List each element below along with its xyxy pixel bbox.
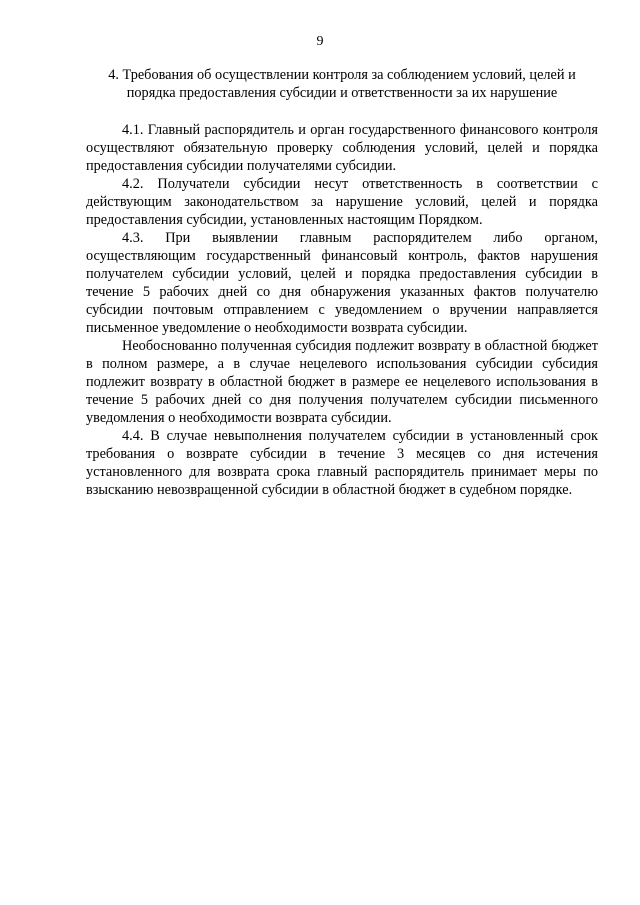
paragraph-4-1: 4.1. Главный распорядитель и орган государственного финансового контроля осуществляют обязательную проверку соблюдения условий, целей и порядка предоставления субсидии получателями субсидии. <box>86 122 598 174</box>
paragraph-4-3-continued: Необоснованно полученная субсидия подлежит возврату в областной бюджет в полном размере, а в случае нецелевого использования субсидии субсидия подлежит возврату в областной бюджет в размере ее нецелевого использования в течение 5 рабочих дней со дня получения получателем субсидии письменного уведомления о необходимости возврата субсидии. <box>86 338 598 426</box>
paragraph-4-3: 4.3. При выявлении главным распорядителем либо органом, осуществляющим государственный финансовый контроль, фактов нарушения получателем субсидии условий, целей и порядка предоставления субсидии в течение 5 рабочих дней со дня обнаружения указанных фактов получателю субсидии почтовым отправлением с уведомлением о вручении направляется письменное уведомление о необходимости возврата субсидии. <box>86 230 598 336</box>
section-heading: 4. Требования об осуществлении контроля за соблюдением условий, целей и порядка предоставления субсидии и ответственности за их нарушение <box>108 67 576 101</box>
paragraph-4-2: 4.2. Получатели субсидии несут ответственность в соответствии с действующим законодательством за нарушение условий, целей и порядка предоставления субсидии, установленных настоящим Порядком. <box>86 176 598 228</box>
page-number: 9 <box>316 34 324 49</box>
paragraph-4-4: 4.4. В случае невыполнения получателем субсидии в установленный срок требования о возврате субсидии в течение 3 месяцев со дня истечения установленного для возврата срока главный распорядитель принимает меры по взысканию невозвращенной субсидии в областной бюджет в судебном порядке. <box>86 428 598 498</box>
section-body <box>86 121 598 499</box>
